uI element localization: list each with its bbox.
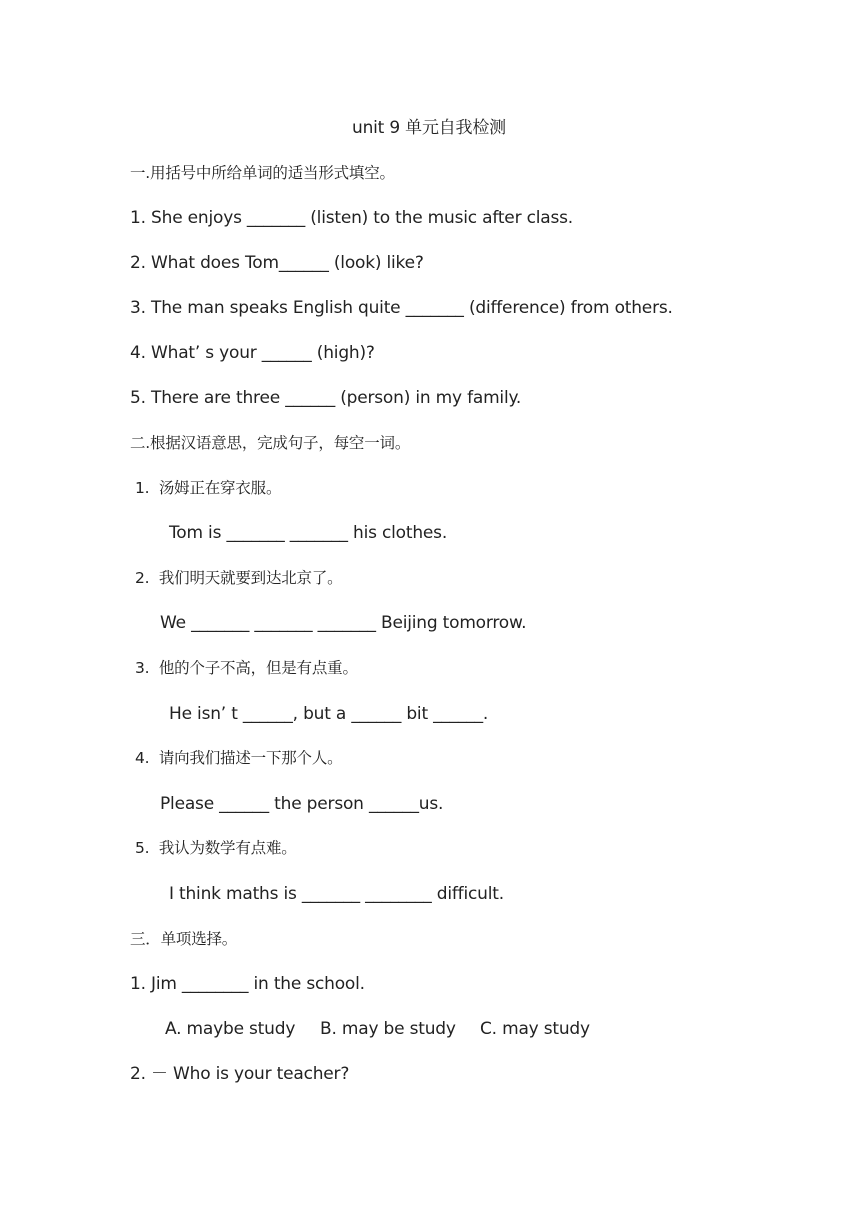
section2-heading: 二.根据汉语意思，完成句子，每空一词。 (130, 434, 411, 452)
s2-item-4-english: Please ______ the person ______us. (160, 794, 444, 814)
s3-q1-stem: 1. Jim ________ in the school. (130, 974, 365, 994)
s1-item-5: 5. There are three ______ (person) in my family. (130, 388, 522, 408)
section1-heading: 一.用括号中所给单词的适当形式填空。 (130, 164, 395, 182)
s1-item-1: 1. She enjoys _______ (listen) to the music after class. (130, 208, 573, 228)
s2-item-1-chinese: 1. 汤姆正在穿衣服。 (135, 479, 282, 497)
s2-item-1-english: Tom is _______ _______ his clothes. (169, 523, 448, 543)
s2-item-3-english: He isn’ t ______, but a ______ bit ______. (169, 704, 489, 724)
s2-item-4-chinese: 4. 请向我们描述一下那个人。 (135, 749, 343, 767)
s2-item-2-chinese: 2. 我们明天就要到达北京了。 (135, 569, 343, 587)
page-title: unit 9 单元自我检测 (352, 118, 506, 138)
s2-item-5-english: I think maths is _______ ________ difficult. (169, 884, 504, 904)
s1-item-3: 3. The man speaks English quite _______ (difference) from others. (130, 298, 673, 318)
s3-q1-option-c: C. may study (480, 1019, 590, 1039)
s1-item-2: 2. What does Tom______ (look) like? (130, 253, 424, 273)
s3-q1-option-a: A. maybe study (165, 1019, 296, 1039)
s3-q1-option-b: B. may be study (320, 1019, 456, 1039)
section3-heading: 三．单项选择。 (130, 930, 238, 948)
s3-q2-stem: 2. － Who is your teacher? (130, 1064, 350, 1084)
s1-item-4: 4. What’ s your ______ (high)? (130, 343, 375, 363)
s2-item-5-chinese: 5. 我认为数学有点难。 (135, 839, 297, 857)
s2-item-2-english: We _______ _______ _______ Beijing tomorrow. (160, 613, 527, 633)
s2-item-3-chinese: 3. 他的个子不高，但是有点重。 (135, 659, 358, 677)
